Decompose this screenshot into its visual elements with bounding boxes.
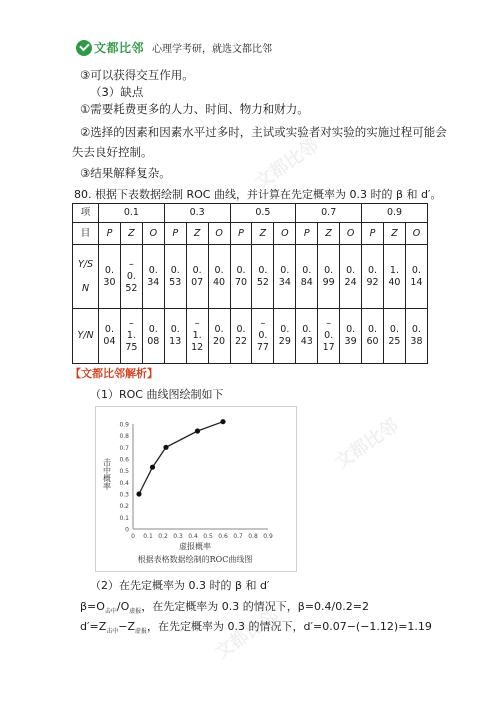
sub-header: P [362, 223, 384, 245]
table-cell: 0. 53 [164, 245, 186, 309]
paragraph: ③结果解释复杂。 [80, 166, 171, 180]
paragraph: ②选择的因素和因素水平过多时，主试或实验者对实验的实施过程可能会 [80, 125, 447, 139]
table-cell: 0. 84 [296, 245, 318, 309]
prior-header: 0.1 [99, 204, 165, 223]
answer-part-1: （1）ROC 曲线图绘制如下 [90, 388, 224, 401]
paragraph: （3）缺点 [90, 85, 144, 99]
paragraph: ①需要耗费更多的人力、时间、物力和财力。 [80, 102, 309, 116]
table-cell: 0. 60 [362, 309, 384, 364]
data-point [163, 445, 168, 450]
table-cell: 0. 52 [252, 245, 274, 309]
table-cell: 0. 39 [340, 309, 362, 364]
table-cell: 0. 34 [274, 245, 296, 309]
data-point [150, 465, 155, 470]
table-cell: – 1. 12 [186, 309, 208, 364]
table-cell: 0. 24 [340, 245, 362, 309]
table-cell: – 0. 52 [120, 245, 142, 309]
prior-header: 0.9 [362, 204, 428, 223]
watermark: 文都比邻 [251, 134, 323, 194]
y-tick-label: 0.3 [119, 491, 129, 499]
table-cell: 0. 29 [274, 309, 296, 364]
analysis-title: 【文都比邻解析】 [70, 367, 158, 380]
data-point [195, 428, 200, 433]
sub-header: P [99, 223, 121, 245]
y-tick-label: 0.1 [119, 514, 129, 522]
logo-icon [76, 40, 92, 56]
brand-name: 文都比邻 [94, 41, 145, 55]
data-point [220, 419, 225, 424]
table-row [73, 245, 428, 309]
x-axis-label: 虚报概率 [179, 542, 211, 551]
y-ticks [119, 422, 129, 534]
sub-header: O [142, 223, 164, 245]
y-tick-label: 0.2 [119, 503, 129, 511]
x-ticks [131, 533, 273, 540]
table-cell: 1. 40 [383, 245, 405, 309]
table-cell: 0. 70 [230, 245, 252, 309]
brand-slogan: 心理学考研，就选文都比邻 [152, 44, 272, 55]
question-text: 80. 根据下表数据绘制 ROC 曲线，并计算在先定概率为 0.3 时的 β 和 d′。 [74, 188, 442, 201]
sub-header: O [340, 223, 362, 245]
prior-header: 0.3 [164, 204, 230, 223]
x-tick-label: 0.8 [248, 533, 258, 540]
x-tick-label: 0 [131, 533, 135, 540]
y-tick-label: 0 [125, 526, 129, 534]
table-cell: 0. 22 [230, 309, 252, 364]
table-cell: 0. 14 [405, 245, 427, 309]
table-corner: 项 [73, 204, 99, 223]
table-cell: 0. 04 [99, 309, 121, 364]
row-label: Y/S N [73, 245, 99, 309]
table-cell: 0. 34 [142, 245, 164, 309]
data-table [72, 203, 428, 364]
sub-header: O [405, 223, 427, 245]
table-cell: – 0. 77 [252, 309, 274, 364]
beta-formula: $\beta=O_{击中}/O_{虚报}$，在先定概率为 0.3 的情况下，β=0.4/0.2=2 [80, 600, 369, 616]
sub-header: Z [252, 223, 274, 245]
chart-caption: 根据表格数据绘制的ROC曲线图 [137, 555, 253, 564]
prior-header: 0.7 [296, 204, 362, 223]
chart-axes [133, 424, 268, 529]
paragraph: ③可以获得交互作用。 [80, 68, 194, 82]
table-cell: – 0. 17 [318, 309, 340, 364]
sub-header: O [208, 223, 230, 245]
table-corner: 目 [73, 223, 99, 245]
prior-header: 0.5 [230, 204, 296, 223]
y-tick-label: 0.9 [119, 421, 129, 429]
y-tick-label: 0.5 [119, 468, 129, 476]
answer-part-2: （2）在先定概率为 0.3 时的 β 和 d′ [90, 579, 270, 592]
table-cell: 0. 38 [405, 309, 427, 364]
sub-header: Z [383, 223, 405, 245]
y-axis-label: 击中概率 [102, 458, 112, 490]
x-tick-label: 0.6 [218, 533, 228, 540]
y-tick-label: 0.7 [119, 444, 129, 452]
sub-header: P [164, 223, 186, 245]
table-cell: 0. 43 [296, 309, 318, 364]
sub-header: Z [186, 223, 208, 245]
table-cell: 0. 25 [383, 309, 405, 364]
y-tick-label: 0.4 [119, 479, 129, 487]
table-cell: 0. 13 [164, 309, 186, 364]
row-label: Y/N [73, 309, 99, 364]
roc-chart [95, 406, 295, 570]
watermark: 文都比邻 [211, 604, 283, 664]
x-tick-label: 0.9 [263, 533, 273, 540]
table-cell: 0. 40 [208, 245, 230, 309]
table-cell: 0. 30 [99, 245, 121, 309]
sub-header: O [274, 223, 296, 245]
x-tick-label: 0.2 [158, 533, 168, 540]
table-cell: 0. 99 [318, 245, 340, 309]
table-cell: 0. 92 [362, 245, 384, 309]
y-tick-label: 0.6 [119, 456, 129, 464]
x-tick-label: 0.7 [233, 533, 243, 540]
sub-header: Z [120, 223, 142, 245]
sub-header: P [230, 223, 252, 245]
paragraph: 失去良好控制。 [72, 145, 153, 159]
x-tick-label: 0.4 [188, 533, 198, 540]
table-cell: 0. 07 [186, 245, 208, 309]
x-tick-label: 0.1 [143, 533, 153, 540]
table-cell: 0. 08 [142, 309, 164, 364]
table-cell: 0. 20 [208, 309, 230, 364]
data-point [136, 491, 141, 496]
table-row [73, 309, 428, 364]
y-tick-label: 0.8 [119, 433, 129, 441]
dprime-formula: $d'=Z_{击中}-Z_{虚报}$，在先定概率为 0.3 的情况下，d′=0.07−(−1.12)=1.19 [80, 620, 432, 636]
roc-points [136, 419, 225, 497]
x-tick-label: 0.5 [203, 533, 213, 540]
roc-curve-line [139, 422, 223, 494]
x-tick-label: 0.3 [173, 533, 183, 540]
table-cell: – 1. 75 [120, 309, 142, 364]
sub-header: Z [318, 223, 340, 245]
watermark: 文都比邻 [331, 414, 403, 474]
sub-header: P [296, 223, 318, 245]
